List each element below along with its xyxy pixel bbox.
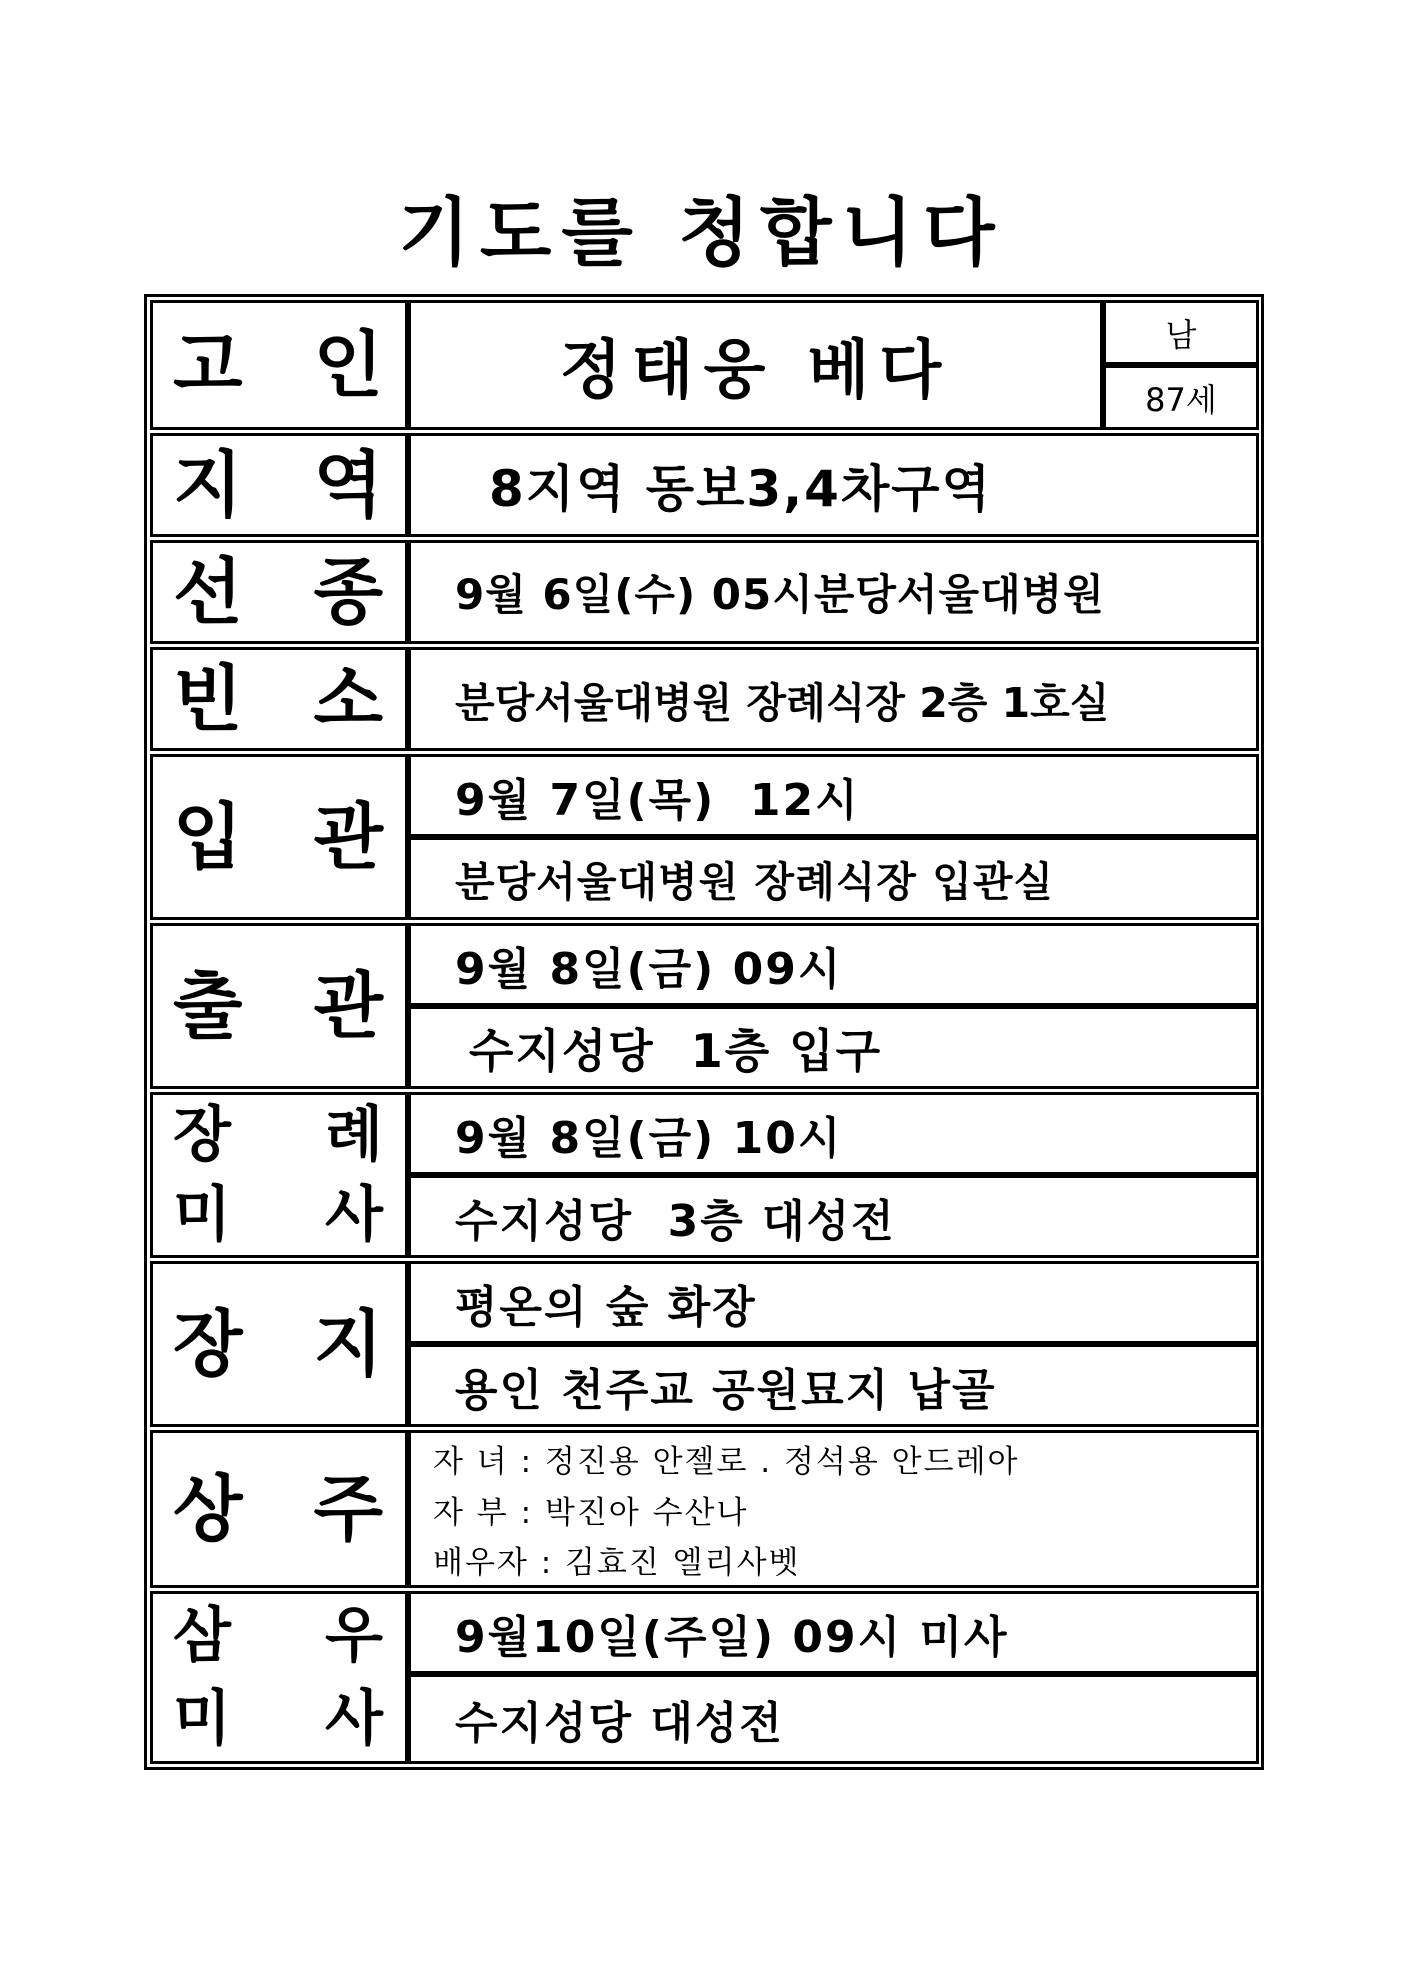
burial-line1: 평온의 숲 화장 (408, 1261, 1259, 1344)
label-chief-mourners: 상 주 (150, 1430, 408, 1588)
deceased-gender: 남 (1103, 300, 1259, 365)
label-memorial-mass: 삼 우 미 사 (150, 1591, 408, 1764)
memorial-mass-place: 수지성당 대성전 (408, 1674, 1259, 1764)
encoffin-place: 분당서울대병원 장례식장 입관실 (408, 837, 1259, 920)
obituary-table (144, 294, 1264, 1770)
label-deceased: 고 인 (150, 300, 408, 430)
region-value: 8지역 동보3,4차구역 (408, 433, 1259, 537)
label-death: 선 종 (150, 540, 408, 644)
deceased-age: 87세 (1103, 365, 1259, 430)
departure-time: 9월 8일(금) 09시 (408, 923, 1259, 1006)
mourner-daughter-in-law: 자 부 : 박진아 수산나 (433, 1494, 749, 1531)
funeral-mass-time: 9월 8일(금) 10시 (408, 1092, 1259, 1175)
page-title: 기도를 청합니다 (398, 190, 1005, 276)
mourner-spouse: 배우자 : 김효진 엘리사벳 (433, 1545, 801, 1582)
mortuary-value: 분당서울대병원 장례식장 2층 1호실 (408, 647, 1259, 751)
label-mortuary: 빈 소 (150, 647, 408, 751)
departure-place: 수지성당 1층 입구 (408, 1006, 1259, 1089)
memorial-mass-time: 9월10일(주일) 09시 미사 (408, 1591, 1259, 1674)
label-funeral-mass: 장 례 미 사 (150, 1092, 408, 1258)
funeral-mass-place: 수지성당 3층 대성전 (408, 1175, 1259, 1258)
label-burial: 장 지 (150, 1261, 408, 1427)
chief-mourners-list (408, 1430, 1259, 1588)
label-region: 지 역 (150, 433, 408, 537)
mourner-children: 자 녀 : 정진용 안젤로 . 정석용 안드레아 (433, 1443, 1020, 1480)
deceased-name: 정태웅 베다 (408, 300, 1103, 430)
encoffin-time: 9월 7일(목) 12시 (408, 754, 1259, 837)
label-encoffin: 입 관 (150, 754, 408, 920)
label-departure: 출 관 (150, 923, 408, 1089)
death-value: 9월 6일(수) 05시분당서울대병원 (408, 540, 1259, 644)
burial-line2: 용인 천주교 공원묘지 납골 (408, 1344, 1259, 1427)
